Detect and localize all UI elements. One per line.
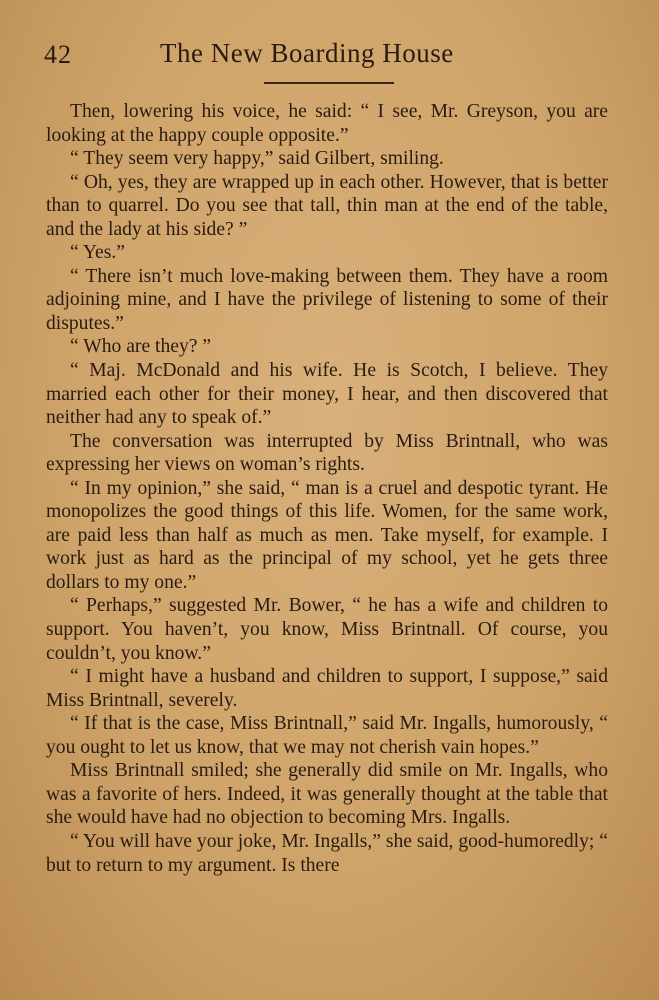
paragraph: Miss Brintnall smiled; she generally did smile on Mr. Ingalls, who was a favorite of hers. Indeed, it was generally thought at the table that she would have had no objection to becoming Mrs. Ingalls. <box>46 760 608 829</box>
paragraph: “ Oh, yes, they are wrapped up in each other. However, that is better than to quarrel. Do you see that tall, thin man at the end of the table, and the lady at his side? ” <box>46 171 608 240</box>
paragraph: “ You will have your joke, Mr. Ingalls,” she said, good-humoredly; “ but to return to my argument. Is there <box>46 830 608 876</box>
paragraph: The conversation was interrupted by Miss Brintnall, who was expressing her views on woman’s rights. <box>46 430 608 476</box>
paragraph: “ Perhaps,” suggested Mr. Bower, “ he has a wife and children to support. You haven’t, you know, Miss Brintnall. Of course, you couldn’t, you know.” <box>46 595 608 664</box>
paragraph: “ Maj. McDonald and his wife. He is Scotch, I believe. They married each other for their money, I hear, and then discovered that neither had any to speak of.” <box>46 360 608 429</box>
paragraph: “ There isn’t much love-making between them. They have a room adjoining mine, and I have the privilege of listening to some of their disputes.” <box>46 265 608 334</box>
page-number: 42 <box>44 40 72 69</box>
body-text <box>46 100 608 877</box>
paragraph: “ Who are they? ” <box>70 336 212 358</box>
paragraph: “ Yes.” <box>70 242 125 264</box>
paragraph: “ In my opinion,” she said, “ man is a cruel and despotic tyrant. He monopolizes the good things of this life. Women, for the same work, are paid less than half as much as men. Take myself, for example. I work just as hard as the principal of my school, yet he gets three dollars to my one.” <box>46 477 608 593</box>
paragraph: “ I might have a husband and children to support, I suppose,” said Miss Brintnall, severely. <box>46 666 608 711</box>
page-header <box>0 36 659 76</box>
paragraph: “ If that is the case, Miss Brintnall,” said Mr. Ingalls, humorously, “ you ought to let us know, that we may not cherish vain hopes.” <box>46 713 608 758</box>
paragraph: Then, lowering his voice, he said: “ I see, Mr. Greyson, you are looking at the happy couple opposite.” <box>46 101 608 146</box>
paragraph: “ They seem very happy,” said Gilbert, smiling. <box>70 148 444 170</box>
running-head: The New Boarding House <box>160 38 454 68</box>
header-rule <box>264 82 394 84</box>
